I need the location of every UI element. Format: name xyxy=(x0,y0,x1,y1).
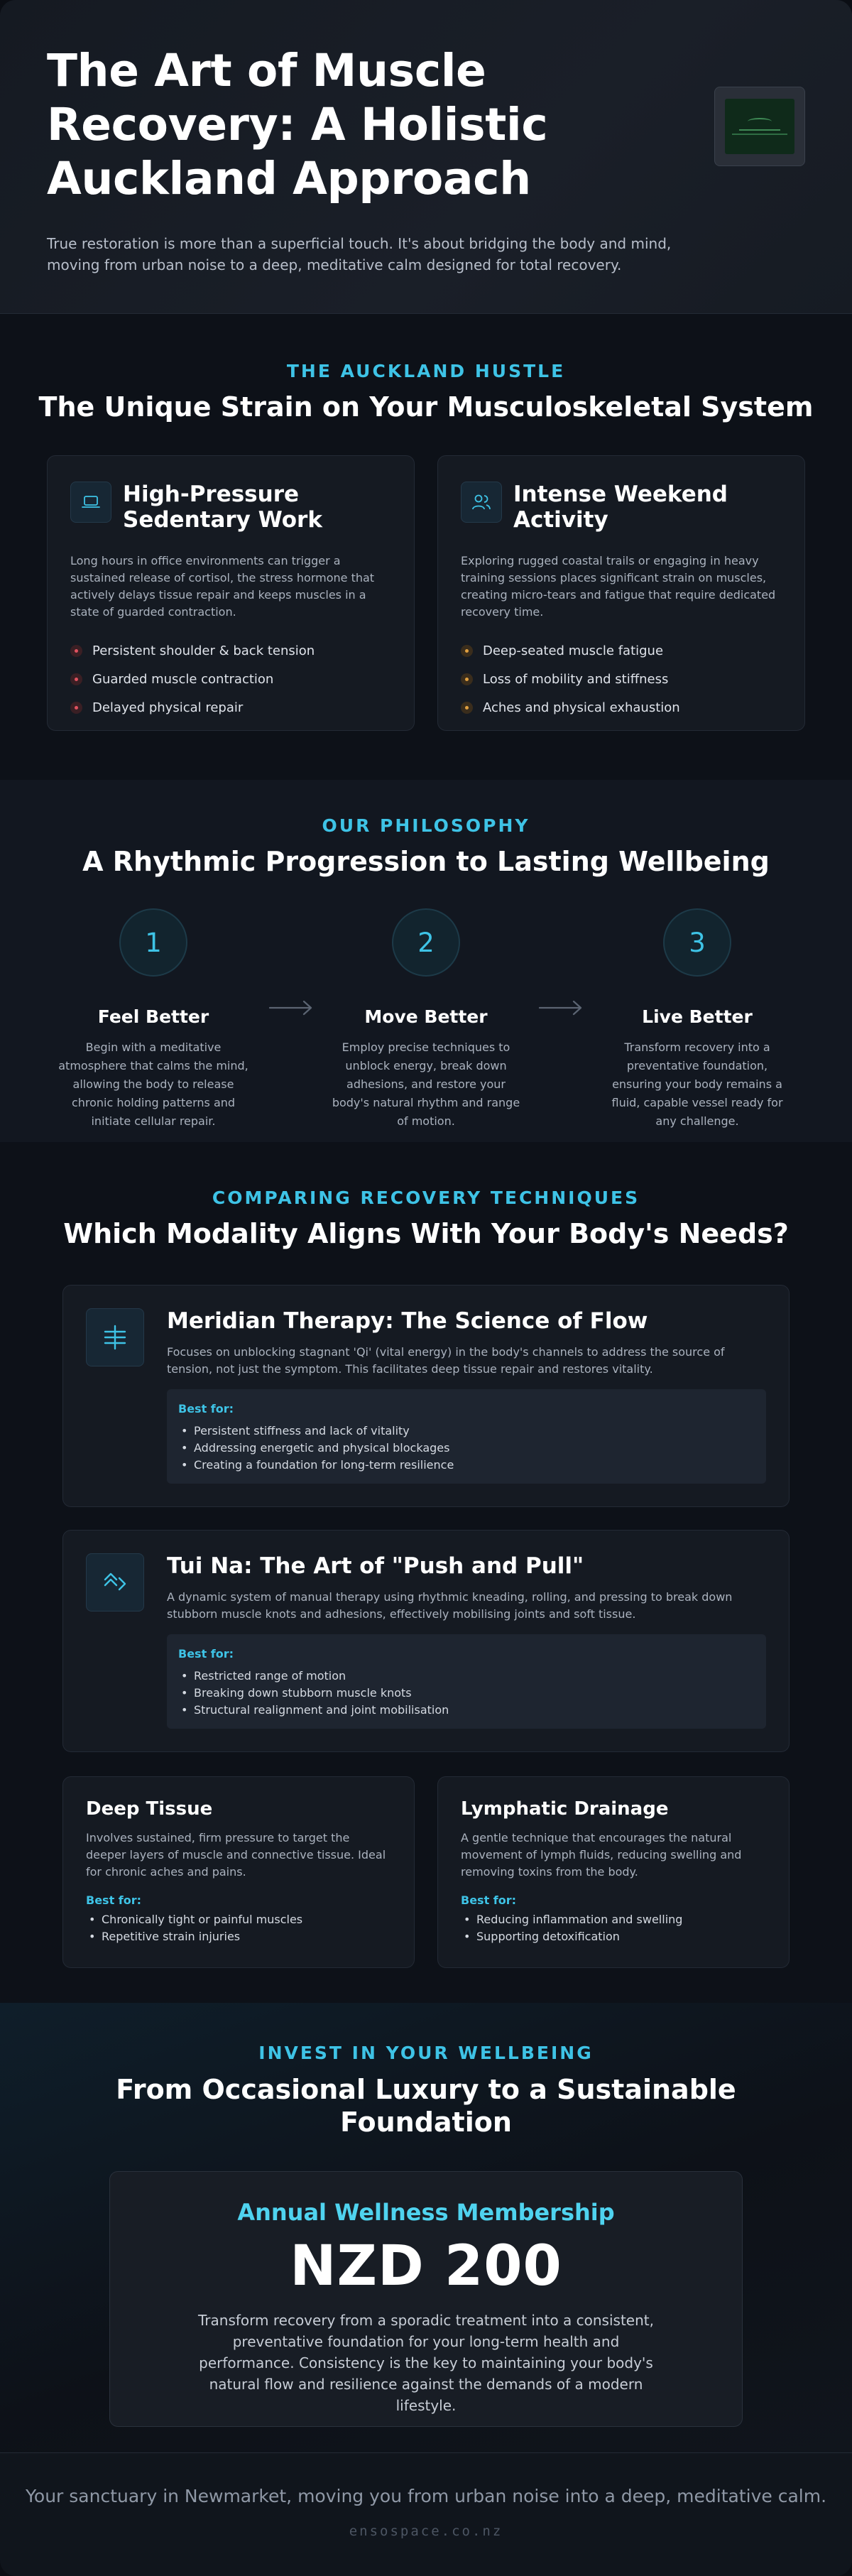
strain-card-title: Intense Weekend Activity xyxy=(513,482,728,533)
list-item: • Supporting detoxification xyxy=(461,1928,766,1945)
strain-card-title: High-Pressure Sedentary Work xyxy=(123,482,322,533)
section-title: From Occasional Luxury to a Sustainable Foundation xyxy=(116,2074,736,2138)
list-item: Deep-seated muscle fatigue xyxy=(461,636,782,665)
step-desc: Employ precise techniques to unblock energy, break down adhesions, and restore your body's natural rhythm and range of motion. xyxy=(332,1040,520,1128)
section-eyebrow: INVEST IN YOUR WELLBEING xyxy=(258,2043,594,2063)
step-live-better xyxy=(591,908,804,1131)
strain-section xyxy=(0,314,852,780)
modality-title: Deep Tissue xyxy=(86,1798,213,1820)
best-for-box xyxy=(167,1389,766,1484)
membership-card xyxy=(109,2171,743,2427)
strain-card-desc: Exploring rugged coastal trails or engaging in heavy training sessions places significant strain on muscles, creating micro-tears and fatigue that require dedicated recovery time. xyxy=(461,554,776,619)
meridian-icon xyxy=(86,1308,144,1366)
membership-label: Annual Wellness Membership xyxy=(237,2199,615,2226)
list-item: • Repetitive strain injuries xyxy=(86,1928,391,1945)
modality-card-meridian xyxy=(62,1285,790,1507)
list-item: Delayed physical repair xyxy=(70,693,391,722)
list-item: • Structural realignment and joint mobilisation xyxy=(178,1702,755,1719)
bullet-icon xyxy=(70,702,82,714)
membership-desc: Transform recovery from a sporadic treatment into a consistent, preventative foundation for your long-term health and performance. Consistency is the key to maintaining your body's natural flow and resilience against the demands of a modern lifestyle. xyxy=(198,2312,654,2414)
section-eyebrow: THE AUCKLAND HUSTLE xyxy=(286,361,566,381)
best-for-label: Best for: xyxy=(178,1647,234,1661)
modality-card-deep-tissue xyxy=(62,1776,415,1968)
strain-cards xyxy=(0,455,852,731)
footer xyxy=(0,2452,852,2576)
hero-section xyxy=(0,0,852,314)
best-for-label: Best for: xyxy=(461,1893,517,1907)
list-item: • Reducing inflammation and swelling xyxy=(461,1911,766,1928)
modality-card-tui-na xyxy=(62,1530,790,1752)
step-desc: Begin with a meditative atmosphere that calms the mind, allowing the body to release chronic holding patterns and initiate cellular repair. xyxy=(58,1040,248,1128)
modality-desc: Focuses on unblocking stagnant 'Qi' (vital energy) in the body's channels to address the source of tension, not just the symptom. This facilitates deep tissue repair and restores vitality. xyxy=(167,1345,725,1376)
hero-intro: True restoration is more than a superficial touch. It's about bridging the body and mind, moving from urban noise to a deep, meditative calm designed for total recovery. xyxy=(47,235,672,273)
section-title: A Rhythmic Progression to Lasting Wellbeing xyxy=(82,846,770,877)
symptom-list xyxy=(461,636,782,722)
list-item: Guarded muscle contraction xyxy=(70,665,391,693)
logo-image xyxy=(725,99,794,154)
modality-title: Lymphatic Drainage xyxy=(461,1798,669,1820)
list-item: • Addressing energetic and physical blockages xyxy=(178,1440,755,1457)
modality-desc: Involves sustained, firm pressure to target the deeper layers of muscle and connective tissue. Ideal for chronic aches and pains. xyxy=(86,1831,386,1879)
strain-card-weekend xyxy=(437,455,805,731)
modality-desc: A dynamic system of manual therapy using rhythmic kneading, rolling, and pressing to break down stubborn muscle knots and adhesions, effectively mobilising joints and soft tissue. xyxy=(167,1590,733,1621)
list-item: • Chronically tight or painful muscles xyxy=(86,1911,391,1928)
footer-site-link[interactable]: ensospace.co.nz xyxy=(349,2523,503,2539)
laptop-icon xyxy=(70,482,111,523)
modality-small-row xyxy=(62,1776,790,1968)
step-move-better xyxy=(320,908,532,1131)
step-number: 3 xyxy=(663,908,731,977)
list-item: Loss of mobility and stiffness xyxy=(461,665,782,693)
step-title: Move Better xyxy=(364,1006,488,1027)
strain-card-sedentary xyxy=(47,455,415,731)
membership-price: NZD 200 xyxy=(290,2234,562,2298)
step-number: 1 xyxy=(119,908,187,977)
bullet-icon xyxy=(461,645,473,657)
modality-desc: A gentle technique that encourages the natural movement of lymph fluids, reducing swelling and removing toxins from the body. xyxy=(461,1831,742,1879)
invest-section xyxy=(0,2003,852,2452)
bullet-icon xyxy=(70,645,82,657)
bullet-icon xyxy=(461,702,473,714)
modality-card-lymphatic xyxy=(437,1776,790,1968)
strain-card-desc: Long hours in office environments can trigger a sustained release of cortisol, the stress hormone that actively delays tissue repair and keeps muscles in a state of guarded contraction. xyxy=(70,554,375,619)
step-desc: Transform recovery into a preventative foundation, ensuring your body remains a fluid, capable vessel ready for any challenge. xyxy=(611,1040,783,1128)
arrow-right-icon xyxy=(268,999,314,1016)
list-item: • Persistent stiffness and lack of vitality xyxy=(178,1423,755,1440)
list-item: Persistent shoulder & back tension xyxy=(70,636,391,665)
footer-tagline: Your sanctuary in Newmarket, moving you from urban noise into a deep, meditative calm. xyxy=(25,2486,827,2506)
symptom-list xyxy=(70,636,391,722)
philosophy-section xyxy=(0,780,852,1142)
step-number: 2 xyxy=(392,908,460,977)
step-title: Live Better xyxy=(642,1006,753,1027)
list-item: • Breaking down stubborn muscle knots xyxy=(178,1685,755,1702)
modality-title: Tui Na: The Art of "Push and Pull" xyxy=(167,1553,584,1579)
users-icon xyxy=(461,482,502,523)
best-for-label: Best for: xyxy=(86,1893,142,1907)
page-title: The Art of Muscle Recovery: A Holistic Auckland Approach xyxy=(47,45,548,205)
arrow-right-icon xyxy=(538,999,584,1016)
list-item: Aches and physical exhaustion xyxy=(461,693,782,722)
section-eyebrow: COMPARING RECOVERY TECHNIQUES xyxy=(212,1188,640,1208)
best-for-box xyxy=(167,1634,766,1729)
steps xyxy=(0,908,852,1128)
step-title: Feel Better xyxy=(97,1006,209,1027)
hero-image-thumbnail[interactable] xyxy=(714,87,805,166)
bullet-icon xyxy=(461,673,473,685)
best-for-label: Best for: xyxy=(178,1402,234,1415)
step-feel-better xyxy=(47,908,260,1131)
compare-section xyxy=(0,1142,852,2003)
push-pull-icon xyxy=(86,1553,144,1612)
bullet-icon xyxy=(70,673,82,685)
section-title: Which Modality Aligns With Your Body's Needs? xyxy=(63,1218,789,1249)
section-eyebrow: OUR PHILOSOPHY xyxy=(322,815,530,836)
modality-title: Meridian Therapy: The Science of Flow xyxy=(167,1308,648,1334)
list-item: • Restricted range of motion xyxy=(178,1668,755,1685)
section-title: The Unique Strain on Your Musculoskeletal System xyxy=(38,391,814,423)
list-item: • Creating a foundation for long-term resilience xyxy=(178,1457,755,1474)
modality-list xyxy=(0,1285,852,1968)
